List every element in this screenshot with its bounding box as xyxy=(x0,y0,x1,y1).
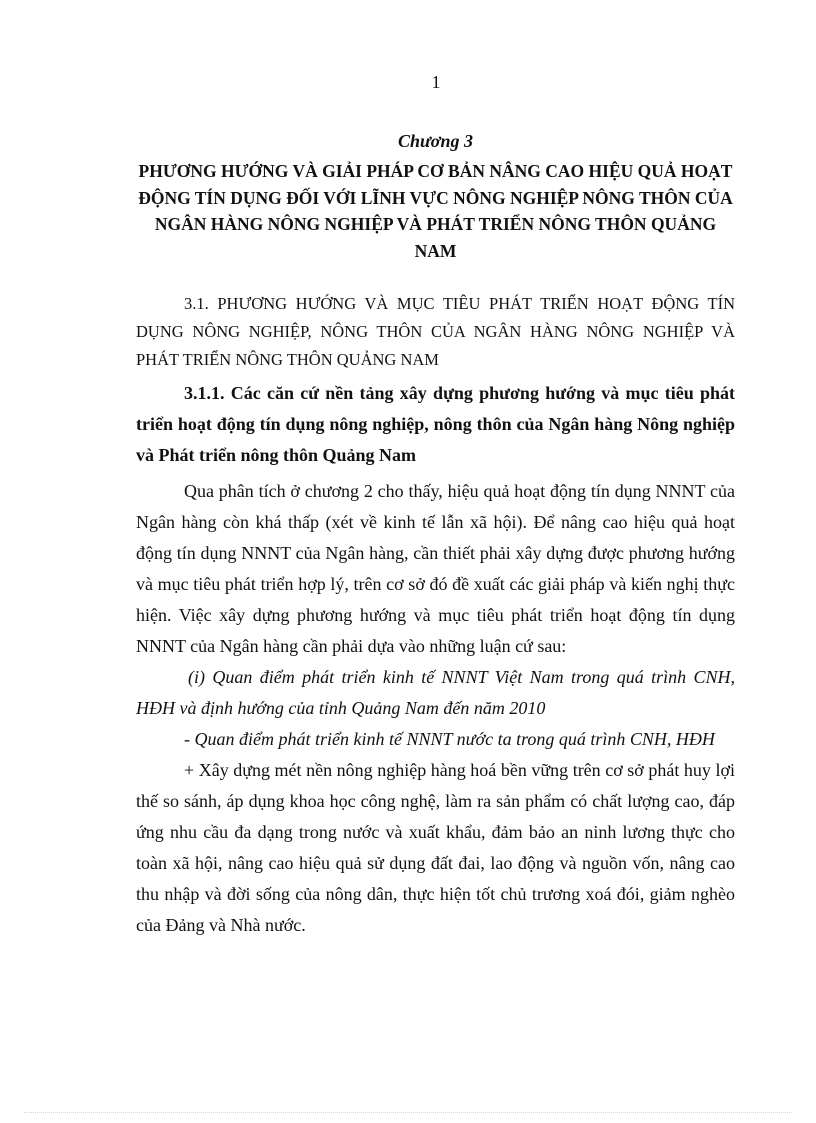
page-number: 1 xyxy=(431,72,441,92)
intro-paragraph: Qua phân tích ở chương 2 cho thấy, hiệu quả hoạt động tín dụng NNNT của Ngân hàng còn khá thấp (xét về kinh tế lẫn xã hội). Để nâng cao hiệu quả hoạt động tín dụng NNNT của Ngân hàng, cần thiết phải xây dựng được phương hướng và mục tiêu phát triển hợp lý, trên cơ sở đó đề xuất các giải pháp và kiến nghị thực hiện. Việc xây dựng phương hướng và mục tiêu phát triển hoạt động tín dụng NNNT của Ngân hàng cần phải dựa vào những luận cứ sau: xyxy=(136,481,735,656)
plus-point-paragraph: + Xây dựng mét nền nông nghiệp hàng hoá bền vững trên cơ sở phát huy lợi thế so sánh, áp dụng khoa học công nghệ, làm ra sản phẩm có chất lượng cao, đáp ứng nhu cầu đa dạng trong nước và xuất khẩu, đảm bảo an ninh lương thực cho toàn xã hội, nâng cao hiệu quả sử dụng đất đai, lao động và nguồn vốn, nâng cao thu nhập và đời sống của nông dân, thực hiện tốt chủ trương xoá đói, giảm nghèo của Đảng và Nhà nước. xyxy=(136,760,735,935)
point-i-paragraph: (i) Quan điểm phát triển kinh tế NNNT Việt Nam trong quá trình CNH, HĐH và định hướng của tỉnh Quảng Nam đến năm 2010 xyxy=(136,667,735,718)
subsection-heading: 3.1.1. Các căn cứ nền tảng xây dựng phương hướng và mục tiêu phát triển hoạt động tín dụng nông nghiệp, nông thôn của Ngân hàng Nông nghiệp và Phát triển nông thôn Quảng Nam xyxy=(136,383,735,465)
sub-point-paragraph: - Quan điểm phát triển kinh tế NNNT nước ta trong quá trình CNH, HĐH xyxy=(184,729,715,749)
chapter-label: Chương 3 xyxy=(398,131,473,151)
section-heading: 3.1. PHƯƠNG HƯỚNG VÀ MỤC TIÊU PHÁT TRIỂN HOẠT ĐỘNG TÍN DỤNG NÔNG NGHIỆP, NÔNG THÔN CỦA NGÂN HÀNG NÔNG NGHIỆP VÀ PHÁT TRIỂN NÔNG THÔN QUẢNG NAM xyxy=(136,294,735,369)
document-body xyxy=(136,128,735,941)
chapter-title: PHƯƠNG HƯỚNG VÀ GIẢI PHÁP CƠ BẢN NÂNG CAO HIỆU QUẢ HOẠT ĐỘNG TÍN DỤNG ĐỐI VỚI LĨNH VỰC NÔNG NGHIỆP NÔNG THÔN CỦA NGÂN HÀNG NÔNG NGHIỆP VÀ PHÁT TRIỂN NÔNG THÔN QUẢNG NAM xyxy=(138,161,733,261)
page-bottom-divider xyxy=(24,1112,792,1113)
